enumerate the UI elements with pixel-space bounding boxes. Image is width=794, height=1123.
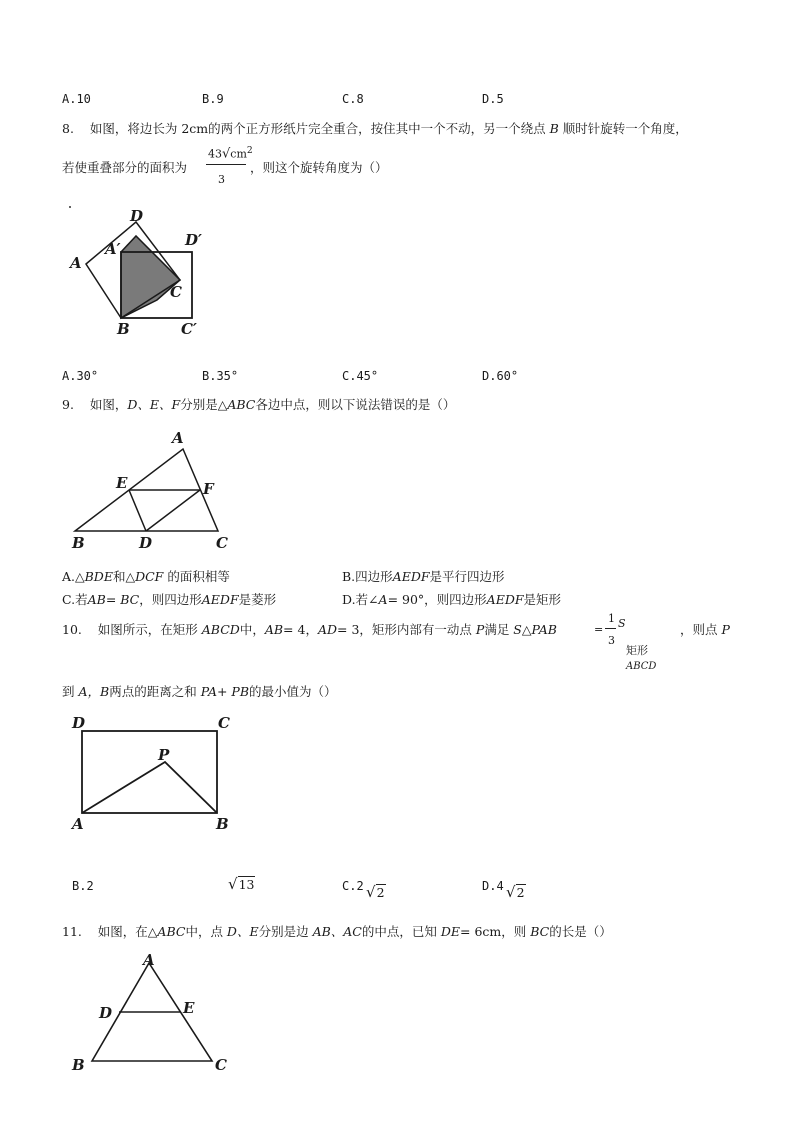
q10-p: P <box>475 622 485 637</box>
q10-label-d: D <box>72 714 86 732</box>
q8-label-d: D <box>130 207 144 225</box>
q9-label-b: B <box>72 534 85 552</box>
q8-option-c: C.45° <box>342 369 379 383</box>
q8-option-d: D.60° <box>482 369 519 383</box>
q9-opt-c-ab: AB <box>87 592 106 607</box>
q7-option-d: D.5 <box>482 92 504 106</box>
q11-text-b: 中，点 <box>185 924 227 939</box>
q9-opt-d-text3: 是矩形 <box>523 592 562 607</box>
q9-opt-c-text1: C.若 <box>62 592 88 607</box>
q10-number: 10. <box>62 622 82 637</box>
q9-label-c: C <box>216 534 228 552</box>
q10-option-b: B.2 <box>72 879 94 893</box>
q9-opt-c-text2: ，则四边形 <box>139 592 202 607</box>
q11-tri: ABC <box>157 924 186 939</box>
q10-option-d-radicand: 2 <box>516 885 525 900</box>
q9-opt-d-angle: A <box>378 592 388 607</box>
q10-p2: P <box>721 622 730 637</box>
q10-line2-c: 的最小值为（） <box>249 684 337 699</box>
q8-frac-unit: cm <box>230 147 247 161</box>
q11-text-e: 的长是（） <box>549 924 612 939</box>
q8-number: 8. <box>62 121 74 136</box>
q9-opt-c-bc: BC <box>120 592 140 607</box>
q9-label-a: A <box>172 429 184 447</box>
q9-triangle: ABC <box>227 397 256 412</box>
q10-rect: ABCD <box>201 622 240 637</box>
q7-option-b: B.9 <box>202 92 224 106</box>
q11-sides: AB、AC <box>312 924 362 939</box>
q8-option-a: A.30° <box>62 369 99 383</box>
q11-bc: BC <box>530 924 550 939</box>
q10-option-c: C.2 <box>342 879 364 893</box>
q9-label-e: E <box>116 474 128 492</box>
q9-opt-d-text2: = 90°，则四边形 <box>387 592 487 607</box>
q9-opt-b-text1: B.四边形 <box>342 569 393 584</box>
q11-label-d: D <box>99 1004 113 1022</box>
q9-label-f: F <box>203 480 214 498</box>
q10-line2-sum: PA+ PB <box>200 684 250 699</box>
q10-frac-num: 1 <box>608 612 615 625</box>
q9-opt-c-text3: 是菱形 <box>238 592 277 607</box>
q10-option-c-radicand: 2 <box>376 885 385 900</box>
q9-opt-a-text2: 和△ <box>112 569 136 584</box>
q8-line2-b: ，则这个旋转角度为（） <box>250 160 388 175</box>
q9-opt-a-text3: 的面积相等 <box>163 569 230 584</box>
q8-line2-a: 若使重叠部分的面积为 <box>62 160 188 175</box>
q9-points: D、E、F <box>127 397 181 412</box>
q8-text-a: 如图，将边长为 2cm的两个正方形纸片完全重合，按住其中一个不动，另一个绕点 <box>89 121 550 136</box>
q11-label-e: E <box>183 999 195 1017</box>
q10-ad: AD <box>317 622 338 637</box>
q10-option-b-root: √13 <box>228 875 255 893</box>
q10-option-c-root: √2 <box>366 883 385 901</box>
q8-text-b: 顺时针旋转一个角度， <box>558 121 688 136</box>
q10-s-sub2: ABCD <box>626 661 657 672</box>
q9-opt-a-tri1: BDE <box>84 569 113 584</box>
q11-de: DE <box>440 924 461 939</box>
q10-s-tri: S△PAB <box>513 622 557 637</box>
q10-ad-val: = 3，矩形内部有一动点 <box>337 622 476 637</box>
q10-option-b-radicand: 13 <box>238 877 255 892</box>
q10-text-c: 满足 <box>484 622 514 637</box>
q11-text-d: 的中点，已知 <box>361 924 441 939</box>
q10-frac-den: 3 <box>608 634 615 647</box>
q8-option-b: B.35° <box>202 369 239 383</box>
q9-label-d: D <box>139 534 153 552</box>
q10-text-d: ，则点 <box>680 622 722 637</box>
q8-frac-num: 4 <box>208 147 215 161</box>
q11-de-val: = 6cm，则 <box>460 924 531 939</box>
q8-frac-den: 3 <box>218 173 225 186</box>
q10-label-a: A <box>72 815 84 833</box>
q9-opt-b-text2: 是平行四边形 <box>429 569 505 584</box>
q9-opt-a-tri2: DCF <box>135 569 164 584</box>
q8-point-b: B <box>549 121 559 136</box>
q7-option-a: A.10 <box>62 92 91 106</box>
q11-label-c: C <box>215 1056 227 1074</box>
q9-opt-d-quad: AEDF <box>486 592 524 607</box>
q8-label-ap: A′ <box>105 240 121 258</box>
q11-text-a: 如图，在△ <box>97 924 158 939</box>
q11-pts: D、E <box>226 924 259 939</box>
q8-area-fraction: $43√cm^2$ 3 <box>208 145 253 186</box>
q10-s-sub1: 矩形 <box>626 644 648 657</box>
q10-label-p: P <box>158 746 170 764</box>
q9-opt-c-eq: = <box>105 592 121 607</box>
q8-frac-exp: 2 <box>246 145 253 156</box>
q10-ab: AB <box>264 622 284 637</box>
q10-line2-b: 两点的距离之和 <box>109 684 201 699</box>
q8-label-b: B <box>117 320 130 338</box>
q10-eq: = <box>594 623 604 636</box>
q8-label-c: C <box>170 283 182 301</box>
q9-opt-c-quad: AEDF <box>201 592 239 607</box>
q10-option-d-root: √2 <box>506 883 525 901</box>
q10-line2-pts: A，B <box>78 684 110 699</box>
q10-label-c: C <box>218 714 230 732</box>
q8-label-a: A <box>70 254 82 272</box>
q11-label-a: A <box>143 951 155 969</box>
q11-text-c: 分别是边 <box>258 924 313 939</box>
q8-frac-root: 3 <box>215 147 222 161</box>
q9-number: 9. <box>62 397 74 412</box>
q9-opt-a-text1: A.△ <box>62 569 85 584</box>
q7-option-c: C.8 <box>342 92 364 106</box>
q9-text-c: 各边中点，则以下说法错误的是（） <box>255 397 456 412</box>
q10-option-d: D.4 <box>482 879 504 893</box>
q10-s: S <box>618 617 626 630</box>
q10-text-a: 如图所示，在矩形 <box>97 622 202 637</box>
q9-text-a: 如图， <box>89 397 128 412</box>
q10-text-b: 中， <box>239 622 265 637</box>
q10-line2-a: 到 <box>62 684 79 699</box>
q11-label-b: B <box>72 1056 85 1074</box>
q9-opt-d-text1: D.若∠ <box>342 592 379 607</box>
q8-label-cp: C′ <box>181 320 197 338</box>
q9-opt-b-quad: AEDF <box>392 569 430 584</box>
q9-text-b: 分别是△ <box>180 397 228 412</box>
q10-ab-val: = 4， <box>283 622 318 637</box>
q10-label-b: B <box>216 815 229 833</box>
q8-label-dp: D′ <box>185 231 202 249</box>
q11-number: 11. <box>62 924 82 939</box>
